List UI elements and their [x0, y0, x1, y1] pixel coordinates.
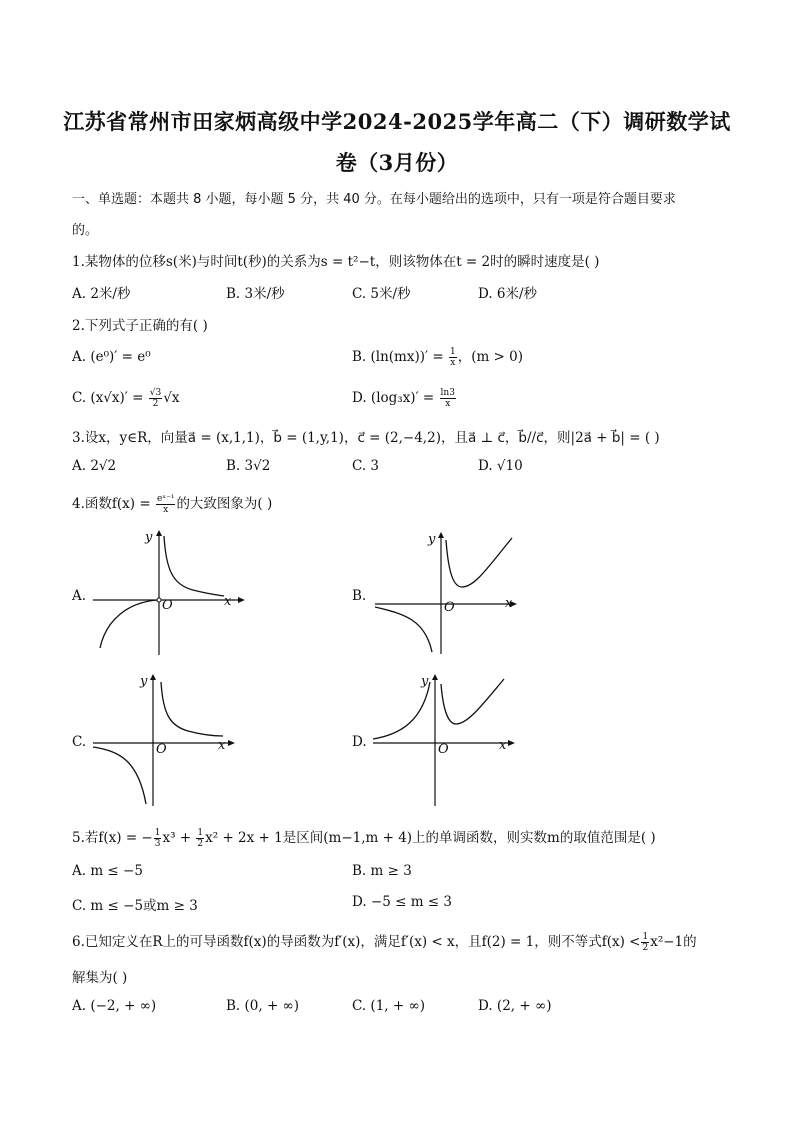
y-axis-arrow	[156, 530, 162, 536]
q2-option-d	[352, 388, 457, 409]
y-axis-arrow	[150, 674, 156, 680]
question-6-tail: x²−1的	[650, 934, 697, 950]
question-6-stem	[72, 930, 697, 953]
graph-b	[370, 532, 520, 657]
section-instructions-continued: 的。	[72, 223, 99, 238]
graph-a-y-label: y	[145, 530, 153, 545]
page-title: 江苏省常州市田家炳高级中学2024-2025学年高二（下）调研数学试	[63, 109, 731, 134]
q2-option-b-tail: ，(m > 0)	[457, 349, 524, 365]
curve-right	[446, 538, 512, 587]
fraction-denominator: 3	[154, 839, 161, 849]
graph-d-x-label: x	[499, 738, 507, 753]
fraction-numerator: √3	[149, 388, 162, 398]
graph-a-label: A.	[72, 588, 87, 604]
q5-option-b: B. m ≥ 3	[352, 863, 412, 879]
fraction-denominator: x	[163, 505, 169, 515]
question-3-stem: 3.设x，y∈R，向量a⃗ = (x,1,1)，b⃗ = (1,y,1)，c⃗ = (2,−4,2)，且a⃗ ⊥ c⃗，b⃗//c⃗，则|2a⃗ + b⃗| = ( )	[72, 430, 660, 446]
graph-b-label: B.	[352, 588, 367, 604]
q1-option-d: D. 6米/秒	[478, 286, 538, 302]
fraction-numerator: 1	[197, 828, 204, 838]
graph-a-x-label: x	[224, 594, 232, 609]
q2-option-d-text: D. (log₃x)′ =	[352, 390, 435, 406]
q2-option-b-text: B. (ln(mx))′ =	[352, 349, 444, 365]
q1-option-a: A. 2米/秒	[72, 286, 131, 302]
section-instructions: 一、单选题：本题共 8 小题，每小题 5 分，共 40 分。在每小题给出的选项中，只有一项是符合题目要求	[72, 192, 676, 207]
question-4-text: 4.函数f(x) =	[72, 496, 151, 512]
q1-option-b: B. 3米/秒	[226, 286, 285, 302]
open-point	[157, 598, 161, 602]
question-6-stem-continued: 解集为( )	[72, 970, 128, 986]
fraction	[641, 932, 649, 953]
graph-a-origin: O	[162, 598, 173, 613]
fraction	[154, 828, 162, 849]
x-axis-arrow	[508, 740, 515, 746]
fraction-denominator: 2	[642, 943, 649, 953]
x-axis-arrow	[228, 740, 235, 746]
q5-option-d: D. −5 ≤ m ≤ 3	[352, 894, 453, 910]
fraction-denominator: 2	[197, 839, 204, 849]
fraction-denominator: x	[445, 399, 451, 409]
question-6-text: 6.已知定义在R上的可导函数f(x)的导函数为f′(x)，满足f′(x) < x，且f(2) = 1，则不等式f(x) <	[72, 934, 641, 950]
question-5-tail: x² + 2x + 1是区间(m−1,m + 4)上的单调函数，则实数m的取值范围是( )	[205, 830, 656, 846]
fraction-denominator: 2	[152, 399, 159, 409]
graph-d-y-label: y	[421, 674, 429, 689]
graph-c-y-label: y	[140, 674, 148, 689]
y-axis-arrow	[432, 674, 438, 680]
q6-option-d: D. (2, + ∞)	[478, 998, 552, 1014]
graph-c-label: C.	[72, 734, 87, 750]
fraction-numerator: eˣ⁻¹	[156, 494, 175, 504]
q2-option-c-tail: √x	[163, 390, 180, 406]
fraction-numerator: 1	[449, 347, 456, 357]
fraction-numerator: ln3	[440, 388, 455, 398]
fraction	[156, 494, 176, 515]
graph-b-x-label: x	[505, 596, 513, 611]
fraction	[196, 828, 204, 849]
fraction-numerator: 1	[154, 828, 161, 838]
q5-option-c: C. m ≤ −5或m ≥ 3	[72, 898, 198, 914]
y-axis-arrow	[438, 532, 444, 538]
curve-left	[375, 607, 432, 652]
graph-d-label: D.	[352, 734, 367, 750]
q2-option-c	[72, 388, 179, 409]
question-5-text: 5.若f(x) = −	[72, 830, 153, 846]
question-4-tail: 的大致图象为( )	[176, 496, 273, 512]
graph-b-y-label: y	[428, 532, 436, 547]
curve-left	[100, 600, 158, 648]
q3-option-d: D. √10	[478, 458, 523, 474]
fraction	[449, 347, 457, 368]
question-5-stem	[72, 826, 656, 849]
graph-c-x-label: x	[218, 738, 226, 753]
graph-d-origin: O	[438, 742, 449, 757]
q5-option-a: A. m ≤ −5	[72, 863, 143, 879]
x-axis-arrow	[238, 597, 245, 603]
q6-option-c: C. (1, + ∞)	[352, 998, 425, 1014]
question-5-mid: x³ +	[162, 830, 192, 846]
question-4-stem	[72, 492, 272, 515]
q3-option-b: B. 3√2	[226, 458, 271, 474]
curve-right	[164, 536, 224, 596]
question-2-stem: 2.下列式子正确的有( )	[72, 318, 208, 334]
q3-option-a: A. 2√2	[72, 458, 117, 474]
q3-option-c: C. 3	[352, 458, 380, 474]
q6-option-b: B. (0, + ∞)	[226, 998, 300, 1014]
fraction-numerator: 1	[642, 932, 649, 942]
q2-option-c-text: C. (x√x)′ =	[72, 390, 144, 406]
q2-option-b	[352, 345, 523, 368]
q6-option-a: A. (−2, + ∞)	[72, 998, 157, 1014]
curve-left	[373, 682, 430, 739]
curve-right	[161, 682, 223, 736]
fraction-denominator: x	[450, 358, 456, 368]
fraction	[440, 388, 456, 409]
graph-b-origin: O	[444, 600, 455, 615]
graph-c-origin: O	[156, 742, 167, 757]
question-1-stem: 1.某物体的位移s(米)与时间t(秒)的关系为s = t²−t，则该物体在t = 2时的瞬时速度是( )	[72, 254, 600, 270]
q2-option-a: A. (e⁰)′ = e⁰	[72, 349, 151, 365]
fraction	[149, 388, 162, 409]
curve-right	[441, 679, 504, 724]
page-title-continued: 卷（3月份）	[335, 150, 459, 175]
curve-left	[93, 747, 146, 804]
q1-option-c: C. 5米/秒	[352, 286, 411, 302]
